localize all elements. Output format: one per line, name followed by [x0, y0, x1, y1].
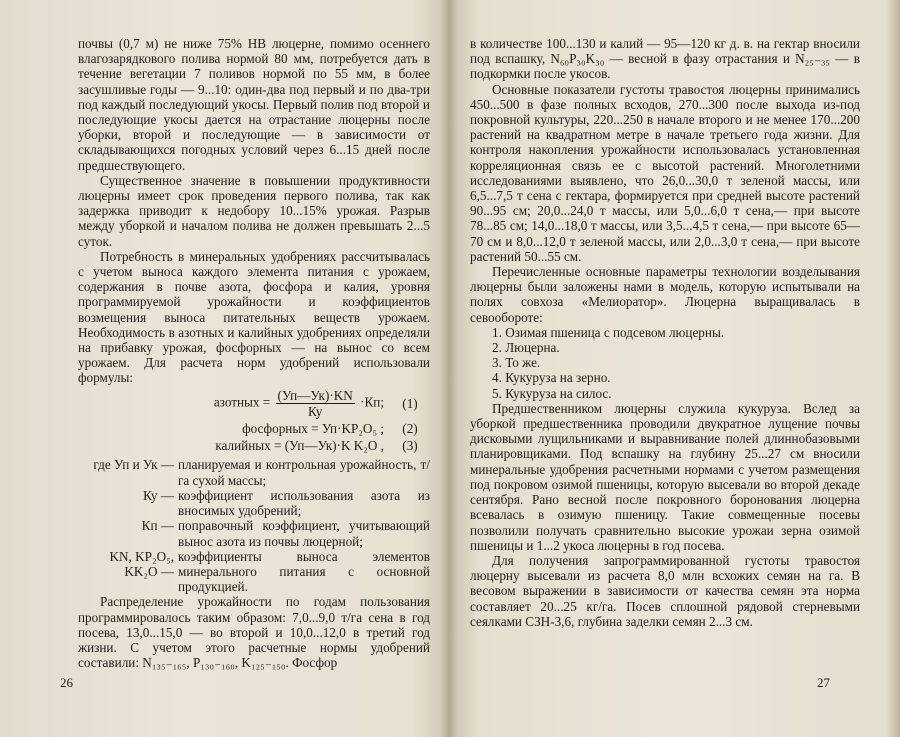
paragraph: почвы (0,7 м) не ниже 75% НВ люцерне, помимо осеннего влагозарядкового полива нормой 80 мм, потребуется дать в течение вегетации 7 поливов нормой по 55 мм, в более засушливые годы — 9...10: один-два под первый и по два-три под каждый последующий укосы. Первый полив под второй и последующие укосы дается на отрастание люцерны после уборки, второй и последующие — в зависимости от складывающихся погодных условий через 6...15 дней после предшествующего. — [78, 36, 430, 173]
definition-row — [78, 457, 430, 487]
formula-number: (1) — [402, 395, 418, 411]
formula-text: калийных = (Уп—Ук)·K K₂O , — [215, 438, 384, 454]
paragraph: Распределение урожайности по годам пользования программировалось таким образом: 7,0...9,0 т/га сена в год посева, 13,0...15,0 — во второй и 10,0...12,0 в третий год жизни. С учетом этого расчетные нормы удобрений составили: N₁₃₅₋₁₆₅, P₁₃₀₋₁₆₀, K₁₂₅₋₁₅₀. Фосфор — [78, 594, 430, 671]
list-item: 4. Кукуруза на зерно. — [492, 370, 611, 386]
paragraph: Потребность в минеральных удобрениях рассчитывалась с учетом выноса каждого элемента питания с урожаем, содержания в почве азота, фосфора и калия, уровня программируемой урожайности и коэффициентов возмещения выноса питательных веществ урожаем. Необходимость в азотных и калийных удобрениях определяли на прибавку урожая, фосфорных — на вынос со всем урожаем. Для расчета норм удобрений использовали формулы: — [78, 248, 430, 386]
definition-term: Ку — — [143, 487, 174, 503]
definition-text: поправочный коэффициент, учитывающий вынос азота из почвы люцерной; — [178, 518, 430, 549]
fraction-denominator: Ку — [307, 403, 323, 419]
formula-potassium — [78, 438, 430, 453]
definition-text: планируемая и контрольная урожайность, т/га сухой массы; — [178, 457, 430, 488]
left-page — [0, 0, 448, 737]
crop-rotation-list — [470, 325, 860, 401]
definition-term: KN, KP₂O₅, KK₂O — — [109, 548, 174, 579]
fraction-numerator: (Уп—Ук)·KN — [277, 387, 353, 403]
page-number: 27 — [817, 675, 830, 690]
definition-row — [78, 488, 430, 518]
list-item: 3. То же. — [492, 355, 541, 371]
paragraph: Перечисленные основные параметры технологии возделывания люцерны были заложены нами в модель, которую испытывали на полях совхоза «Мелиоратор». Люцерна выращивалась в севообороте: — [470, 264, 860, 325]
paragraph: Основные показатели густоты травостоя люцерны принимались 450...500 в фазе полных всходов, 270...300 после выхода из-под покровной культуры, 220...250 в начале второго и не менее 170...200 растений на квадратном метре в начале третьего года жизни. Для контроля накопления урожайности использовалась установленная корреляционная связь ее с высотой растений. Многолетними исследованиями выявлено, что 26,0...30,0 т зеленой массы, или 6,5...7,5 т сена с гектара, формируется при средней высоте растений 90...95 см; 20,0...24,0 т массы, или 5,0...6,0 т сена,— при высоте 78...85 см; 14,0...18,0 т массы, или 3,5...4,5 т сена,— при высоте 65—70 см и 8,0...12,0 т зеленой массы, или 2,0...3,0 т сена,— при высоте растений 50...55 см. — [470, 81, 860, 264]
formula-label: азотных = — [213, 394, 271, 410]
definition-row — [78, 518, 430, 548]
definition-term: Кп — — [141, 518, 174, 534]
formula-text: фосфорных = Уп·KP₂O₅ ; — [242, 421, 384, 437]
paragraph: в количестве 100...130 и калий — 95—120 кг д. в. на гектар вносили под вспашку, N₆₀P₃₀K₃₀ — весной в фазу отрастания и N₂₅₋₃₅ — в подкормки после укосов. — [470, 36, 860, 82]
definition-row — [78, 549, 430, 595]
formula-number: (3) — [402, 438, 418, 454]
definition-text: коэффициент использования азота из вносимых удобрений; — [178, 487, 430, 519]
definition-text: коэффициенты выноса элементов минерального питания с основной продукцией. — [178, 548, 430, 595]
paragraph: Предшественником люцерны служила кукуруза. Вслед за уборкой предшественника проводили двукратное лущение почвы дисковыми лущильниками и выравнивание полей длиннобазовыми планировщиками. Под вспашку на глубину 25...27 см вносили минеральные удобрения расчетными нормами с учетом размещения под покровом озимой пшеницы, которую высевали во второй декаде сентября. Рано весной после покровного боронования люцерна всевалась в озимую пшеницу. Такие совмещенные посевы позволили получать сравнительно высокие урожаи зерна озимой пшеницы и 1...2 укоса люцерны в год посева. — [470, 400, 860, 553]
page-number: 26 — [60, 675, 73, 690]
list-item: 2. Люцерна. — [492, 340, 560, 356]
definition-term: где Уп и Ук — — [93, 457, 174, 473]
paragraph: Существенное значение в повышении продуктивности люцерны имеет срок проведения первого полива, так как задержка приводит к недобору 10...15% урожая. Разрыв между уборкой и началом полива не должен превышать 2...5 суток. — [78, 172, 430, 249]
list-item: 5. Кукуруза на силос. — [492, 385, 612, 401]
formula-nitrogen — [78, 388, 430, 419]
formula-number: (2) — [402, 421, 418, 437]
definition-list — [78, 457, 430, 594]
right-page — [448, 0, 900, 737]
formula-phosphorus — [78, 421, 430, 436]
list-item: 1. Озимая пшеница с подсевом люцерны. — [492, 324, 725, 340]
formula-tail: ·Кп; — [360, 394, 384, 410]
fraction — [276, 388, 355, 419]
page-edge — [886, 0, 900, 737]
paragraph: Для получения запрограммированной густоты травостоя люцерну высевали из расчета 8,0 млн всхожих семян на га. В весовом выражении в зависимости от качества семян эта норма составляет 20...25 кг/га. Посев сплошной рядовой стерневыми сеялками СЗН-3,6, глубина заделки семян 2...3 см. — [470, 552, 860, 629]
